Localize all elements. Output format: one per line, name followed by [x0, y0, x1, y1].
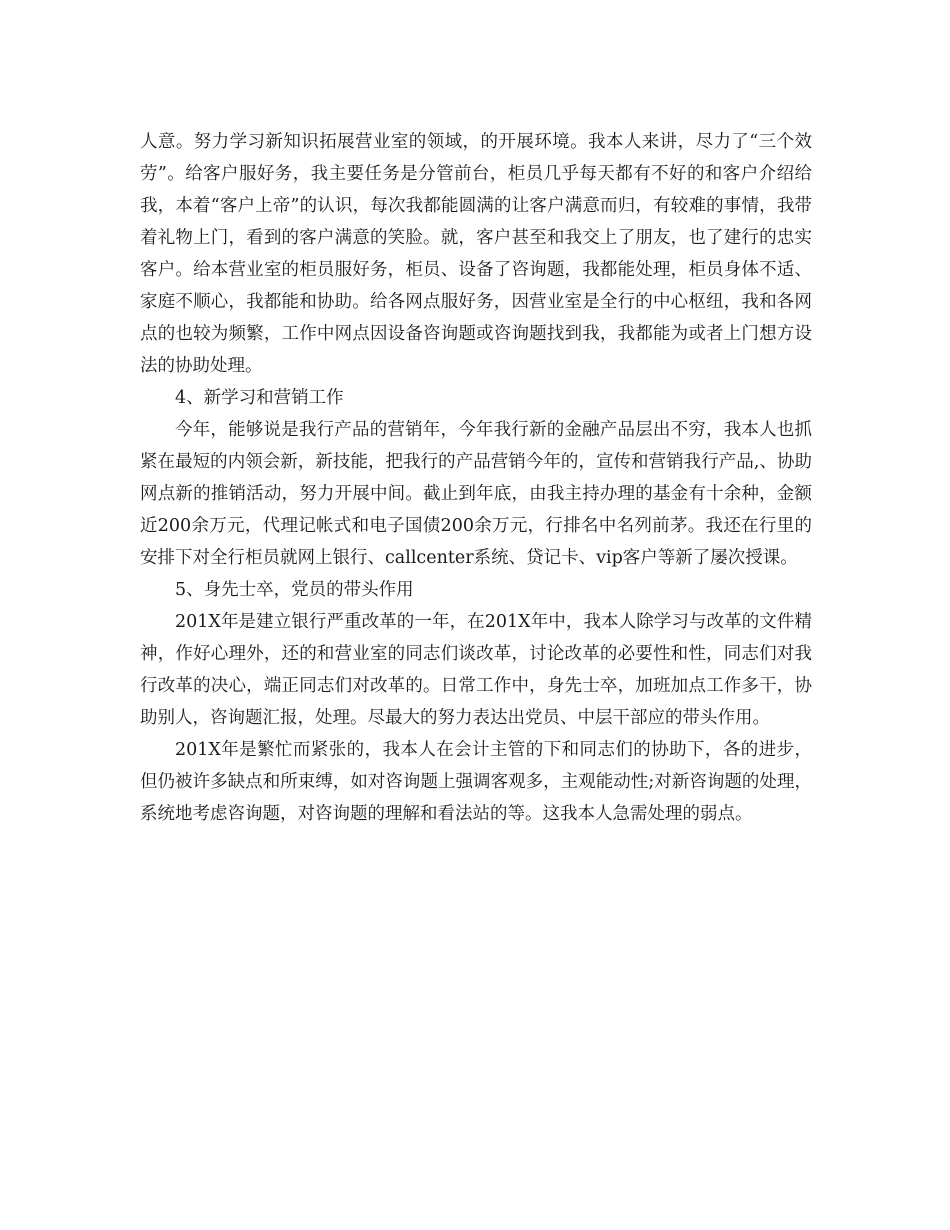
paragraph-reform: 201X年是建立银行严重改革的一年，在201X年中，我本人除学习与改革的文件精神，作好心理外，还的和营业室的同志们谈改革，讨论改革的必要性和性，同志们对我行改革的决心，端正同志们对改革的。日常工作中，身先士卒，加班加点工作多干，协助别人，咨询题汇报，处理。尽最大的努力表达出党员、中层干部应的带头作用。: [140, 612, 812, 728]
paragraph-customer-service: 人意。努力学习新知识拓展营业室的领域，的开展环境。我本人来讲，尽力了“三个效劳”。给客户服好务，我主要任务是分管前台，柜员几乎每天都有不好的和客户介绍给我，本着“客户上帝”的认识，每次我都能圆满的让客户满意而归，有较难的事情，我带着礼物上门，看到的客户满意的笑脸。就，客户甚至和我交上了朋友，也了建行的忠实客户。给本营业室的柜员服好务，柜员、设备了咨询题，我都能处理，柜员身体不适、家庭不顺心，我都能和协助。给各网点服好务，因营业室是全行的中心枢纽，我和各网点的也较为频繁，工作中网点因设备咨询题或咨询题找到我，我都能为或者上门想方设法的协助处理。: [140, 132, 812, 376]
paragraph-marketing: 今年，能够说是我行产品的营销年，今年我行新的金融产品层出不穷，我本人也抓紧在最短的内领会新，新技能，把我行的产品营销今年的，宣传和营销我行产品,、协助网点新的推销活动，努力开展中间。截止到年底，由我主持办理的基金有十余种，金额近200余万元，代理记帐式和电子国债200余万元，行排名中名列前茅。我还在行里的安排下对全行柜员就网上银行、callcenter系统、贷记卡、vip客户等新了屡次授课。: [140, 420, 812, 568]
section-heading-learning-marketing: 4、新学习和营销工作: [175, 388, 344, 408]
document-body: [140, 126, 812, 830]
paragraph-summary: 201X年是繁忙而紧张的，我本人在会计主管的下和同志们的协助下，各的进步，但仍被许多缺点和所束缚，如对咨询题上强调客观多，主观能动性;对新咨询题的处理，系统地考虑咨询题，对咨询题的理解和看法站的等。这我本人急需处理的弱点。: [140, 740, 812, 824]
section-heading-party-member: 5、身先士卒，党员的带头作用: [175, 580, 414, 600]
